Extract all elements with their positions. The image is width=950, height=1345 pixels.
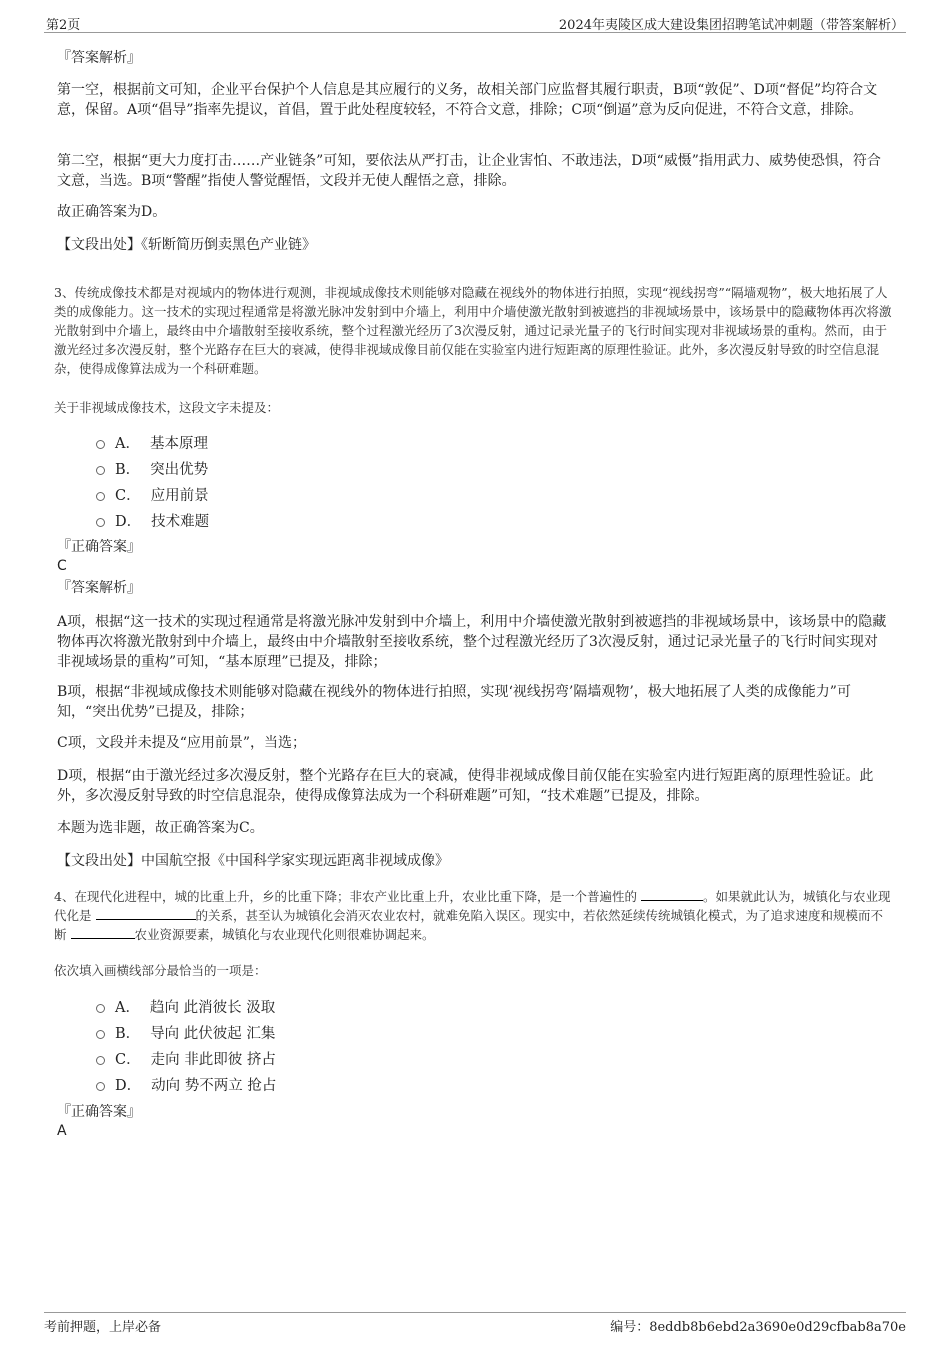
q3-analysis-c: C项，文段并未提及“应用前景”，当选； [57, 735, 307, 751]
q4-question: 依次填入画横线部分最恰当的一项是： [54, 963, 267, 978]
q4-option-a[interactable]: A． 趋向 此消彼长 汲取 [96, 996, 275, 1017]
document-title: 2024年夷陵区成大建设集团招聘笔试冲刺题（带答案解析） [558, 18, 904, 33]
q3-option-c[interactable]: C． 应用前景 [96, 484, 209, 505]
q3-source: 【文段出处】中国航空报《中国科学家实现远距离非视域成像》 [57, 853, 449, 869]
q3-analysis-b: B项，根据“非视域成像技术则能够对隐藏在视线外的物体进行拍照，实现‘视线拐弯’隔墙观物’，极大地拓展了人类的成像能力”可知，“突出优势”已提及，排除； [57, 684, 851, 720]
q3-analysis-label: 『答案解析』 [57, 580, 141, 596]
page-header [44, 14, 906, 33]
q2-answer-line: 故正确答案为D。 [57, 204, 167, 220]
q4-answer: A [57, 1123, 67, 1139]
page-number: 第2页 [46, 18, 81, 33]
blank-1 [641, 888, 703, 901]
q2-source: 【文段出处】《斩断简历倒卖黑色产业链》 [57, 237, 316, 253]
q4-answer-label: 『正确答案』 [57, 1104, 141, 1120]
q3-option-b[interactable]: B． 突出优势 [96, 458, 208, 479]
q3-analysis-a: A项，根据“这一技术的实现过程通常是将激光脉冲发射到中介墙上，利用中介墙使激光散射到被遮挡的非视域场景中，该场景中的隐藏物体再次将激光散射到中介墙上，最终由中介墙散射至接收系统，整个过程激光经历了3次漫反射，通过记录光量子的飞行时间实现对非视域场景的重构”可知，“基本原理”已提及，排除； [57, 614, 887, 670]
q3-option-d[interactable]: D． 技术难题 [96, 510, 209, 531]
radio-button[interactable] [96, 1030, 105, 1039]
q3-conclusion: 本题为选非题，故正确答案为C。 [57, 820, 264, 836]
radio-button[interactable] [96, 518, 105, 527]
q3-question: 关于非视域成像技术，这段文字未提及： [54, 400, 280, 415]
radio-button[interactable] [96, 1004, 105, 1013]
document-id: 编号：8eddb8b6ebd2a3690e0d29cfbab8a70e [610, 1320, 906, 1335]
blank-2 [96, 907, 196, 920]
q3-option-a[interactable]: A． 基本原理 [96, 432, 208, 453]
radio-button[interactable] [96, 492, 105, 501]
q3-analysis-d: D项，根据“由于激光经过多次漫反射，整个光路存在巨大的衰减，使得非视域成像目前仅能在实验室内进行短距离的原理性验证。此外，多次漫反射导致的时空信息混杂，使得成像算法成为一个科研难题”可知，“技术难题”已提及，排除。 [57, 768, 874, 804]
q4-option-d[interactable]: D． 动向 势不两立 抢占 [96, 1074, 276, 1095]
radio-button[interactable] [96, 440, 105, 449]
radio-button[interactable] [96, 466, 105, 475]
q3-stem: 3、传统成像技术都是对视域内的物体进行观测，非视域成像技术则能够对隐藏在视线外的物体进行拍照，实现“视线拐弯”“隔墙观物”，极大地拓展了人类的成像能力。这一技术的实现过程通常是将激光脉冲发射到中介墙上，利用中介墙使激光散射到被遮挡的非视域场景中，该场景中的隐藏物体再次将激光散射到中介墙上，最终由中介墙散射至接收系统，整个过程激光经历了3次漫反射，通过记录光量子的飞行时间实现对非视域场景的重构。然而，由于激光经过多次漫反射，整个光路存在巨大的衰减，使得非视域成像目前仅能在实验室内进行短距离的原理性验证。此外，多次漫反射导致的时空信息混杂，使得成像算法成为一个科研难题。 [54, 285, 892, 376]
q2-analysis-p1: 第一空，根据前文可知，企业平台保护个人信息是其应履行的义务，故相关部门应监督其履行职责，B项“敦促”、D项“督促”均符合文意，保留。A项“倡导”指率先提议，首倡，置于此处程度较轻，不符合文意，排除；C项“倒逼”意为反向促进，不符合文意，排除。 [57, 82, 878, 118]
radio-button[interactable] [96, 1056, 105, 1065]
q4-stem: 4、在现代化进程中，城的比重上升，乡的比重下降；非农产业比重上升，农业比重下降，是一个普遍性的 。如果就此认为，城镇化与农业现代化是 的关系，甚至认为城镇化会消灭农业农村，就难免陷入误区。现实中，若依然延续传统城镇化模式，为了追求速度和规模而不断 农业资源要素，城镇化与农业现代化则很难协调起来。 [54, 889, 891, 942]
radio-button[interactable] [96, 1082, 105, 1091]
q3-answer-label: 『正确答案』 [57, 539, 141, 555]
q4-option-b[interactable]: B． 导向 此伏彼起 汇集 [96, 1022, 275, 1043]
q2-analysis-label: 『答案解析』 [57, 50, 141, 66]
footer-slogan: 考前押题，上岸必备 [44, 1320, 162, 1335]
page-footer [44, 1312, 906, 1335]
q3-answer: C [57, 558, 67, 574]
q4-option-c[interactable]: C． 走向 非此即彼 挤占 [96, 1048, 276, 1069]
q2-analysis-p2: 第二空，根据“更大力度打击……产业链条”可知，要依法从严打击，让企业害怕、不敢违法，D项“威慑”指用武力、威势使恐惧，符合文意，当选。B项“警醒”指使人警觉醒悟，文段并无使人醒悟之意，排除。 [57, 153, 881, 189]
blank-3 [71, 926, 135, 939]
